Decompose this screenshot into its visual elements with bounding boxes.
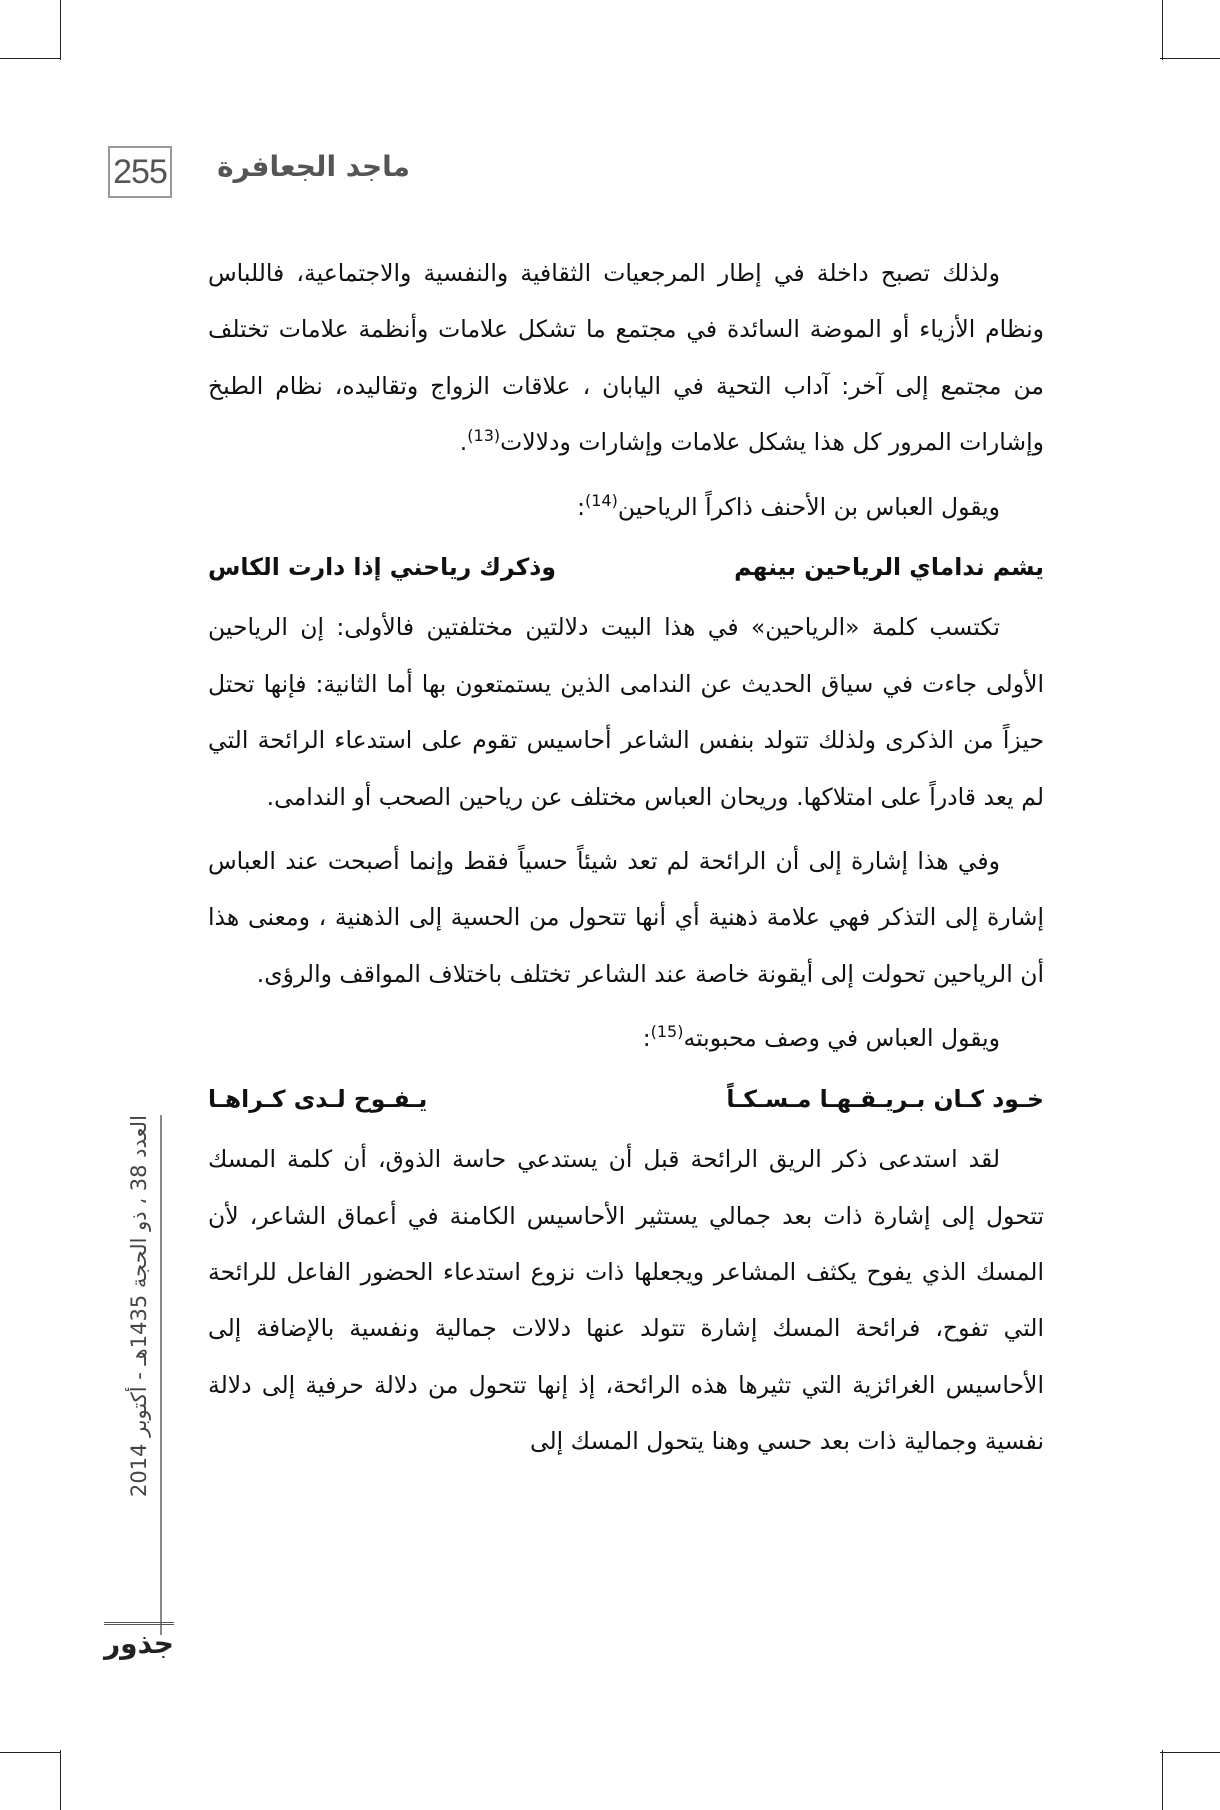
footnote-ref: (13)	[467, 426, 501, 446]
crop-mark	[60, 1750, 61, 1810]
paragraph-text: ولذلك تصبح داخلة في إطار المرجعيات الثقافية والنفسية والاجتماعية، فاللباس ونظام الأزياء أو الموضة السائدة في مجتمع ما تشكل علامات وأنظمة علامات تختلف من مجتمع إلى آخر: آداب التحية في اليابان ، علاقات الزواج وتقاليده، نظام الطبخ وإشارات المرور كل هذا يشكل علامات وإشارات ودلالات	[208, 259, 1044, 457]
article-body	[208, 245, 1044, 1478]
punctuation: :	[577, 492, 585, 521]
verse-first-hemistich: يشم نداماي الرياحين بينهم	[734, 553, 1044, 582]
journal-logo: جذور	[104, 1622, 174, 1660]
verse-second-hemistich: وذكرك رياحني إذا دارت الكاس	[208, 553, 556, 582]
poem-verse	[208, 1071, 1044, 1127]
paragraph: تكتسب كلمة «الرياحين» في هذا البيت دلالتين مختلفتين فالأولى: إن الرياحين الأولى جاءت في سياق الحديث عن الندامى الذين يستمتعون بها أما الثانية: فإنها تحتل حيزاً من الذكرى ولذلك تتولد بنفس الشاعر أحاسيس تقوم على استدعاء الرائحة التي لم يعد قادراً على امتلاكها. وريحان العباس مختلف عن رياحين الصحب أو الندامى.	[208, 613, 1044, 811]
verse-second-hemistich: يـفـوح لـدى كـراهـا	[208, 1084, 428, 1113]
punctuation: :	[642, 1024, 651, 1053]
issue-info: العدد 38 ، ذو الحجة 1435هـ - أكتوبر 2014	[127, 1115, 151, 1497]
crop-mark	[60, 0, 61, 60]
verse-first-hemistich: خـود كـان بـريـقـهـا مـسـكـاً	[726, 1084, 1044, 1113]
page-number: 255	[108, 146, 172, 198]
crop-mark	[1160, 58, 1220, 59]
crop-mark	[1162, 0, 1163, 60]
footnote-ref: (15)	[650, 1022, 684, 1042]
poem-verse	[208, 539, 1044, 595]
crop-mark	[0, 1752, 60, 1753]
crop-mark	[1162, 1750, 1163, 1810]
journal-sidebar	[104, 1115, 174, 1660]
paragraph: وفي هذا إشارة إلى أن الرائحة لم تعد شيئاً حسياً فقط وإنما أصبحت عند العباس إشارة إلى التذكر فهي علامة ذهنية أي أنها تتحول من الحسية إلى الذهنية ، ومعنى هذا أن الرياحين تحولت إلى أيقونة خاصة عند الشاعر تختلف باختلاف المواقف والرؤى.	[208, 847, 1044, 988]
paragraph	[208, 245, 1044, 471]
paragraph	[208, 479, 1044, 535]
paragraph	[208, 1010, 1044, 1066]
footnote-ref: (14)	[584, 490, 618, 510]
paragraph-text: ويقول العباس بن الأحنف ذاكراً الرياحين	[617, 492, 1000, 521]
punctuation: .	[459, 428, 468, 457]
paragraph-text: ويقول العباس في وصف محبوبته	[683, 1024, 1000, 1053]
paragraph: لقد استدعى ذكر الريق الرائحة قبل أن يستدعي حاسة الذوق، أن كلمة المسك تتحول إلى إشارة ذات بعد جمالي يستثير الأحاسيس الكامنة في أعماق الشاعر، لأن المسك الذي يفوح يكثف المشاعر ويجعلها ذات نزوع استدعاء الحضور الفاعل للرائحة التي تفوح، فرائحة المسك إشارة تتولد عنها دلالات جمالية ونفسية بالإضافة إلى الأحاسيس الغرائزية التي تثيرها هذه الرائحة، إذ إنها تتحول من دلالة حرفية إلى دلالة نفسية وجمالية ذات بعد حسي وهنا يتحول المسك إلى	[208, 1145, 1044, 1456]
crop-mark	[0, 58, 60, 59]
running-head-author: ماجد الجعافرة	[217, 150, 410, 183]
crop-mark	[1160, 1752, 1220, 1753]
